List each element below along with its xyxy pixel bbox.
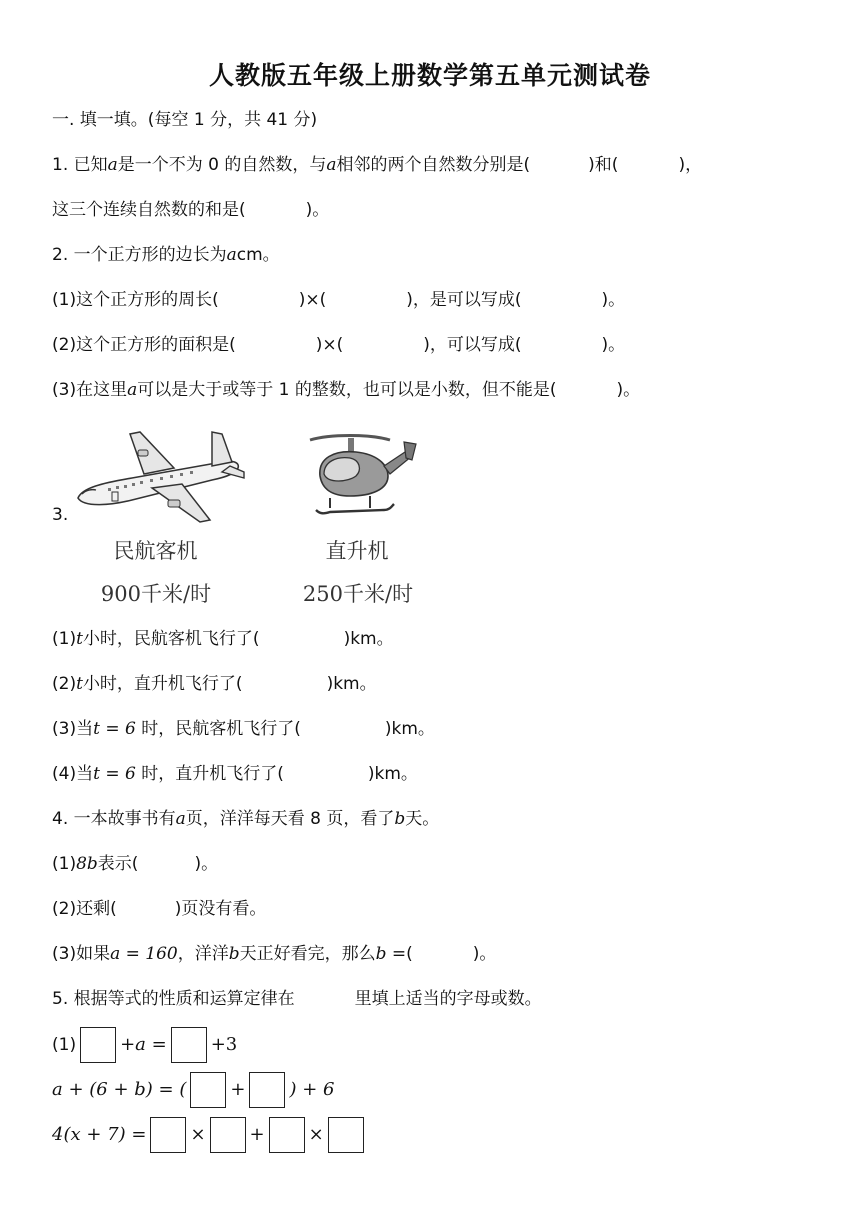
question-4-part-2: (2)还剩( )页没有看。 — [52, 899, 267, 919]
question-2-part-3: (3)在这里a可以是大于或等于 1 的整数，也可以是小数，但不能是( )。 — [52, 380, 641, 400]
question-3-number: 3. — [52, 505, 69, 525]
airliner-speed: 900千米/时 — [100, 582, 212, 606]
question-5-equation-3: 4(x + 7) = × + × — [52, 1115, 368, 1155]
section-heading: 一. 填一填。(每空 1 分，共 41 分) — [52, 110, 318, 130]
question-2-stem: 2. 一个正方形的边长为acm。 — [52, 245, 280, 265]
answer-box[interactable] — [190, 1072, 226, 1108]
airliner-name: 民航客机 — [113, 539, 198, 563]
question-3-part-1: (1)t小时，民航客机飞行了( )km。 — [52, 629, 394, 649]
question-3-part-3: (3)当t = 6 时，民航客机飞行了( )km。 — [52, 719, 435, 739]
answer-box[interactable] — [328, 1117, 364, 1153]
question-5-stem: 5. 根据等式的性质和运算定律在 里填上适当的字母或数。 — [52, 989, 542, 1009]
answer-box[interactable] — [210, 1117, 246, 1153]
page-title: 人教版五年级上册数学第五单元测试卷 — [208, 61, 651, 90]
question-2-part-2: (2)这个正方形的面积是( )×( )，可以写成( )。 — [52, 335, 626, 355]
question-5-equation-1: (1) +a = +3 — [52, 1025, 237, 1065]
answer-box[interactable] — [269, 1117, 305, 1153]
helicopter-speed: 250千米/时 — [302, 582, 414, 606]
helicopter-illustration — [300, 430, 420, 524]
question-5-equation-2: a + (6 + b) = ( + ) + 6 — [52, 1070, 334, 1110]
question-4-part-3: (3)如果a = 160，洋洋b天正好看完，那么b =( )。 — [52, 944, 497, 964]
question-3-part-4: (4)当t = 6 时，直升机飞行了( )km。 — [52, 764, 418, 784]
question-3-part-2: (2)t小时，直升机飞行了( )km。 — [52, 674, 377, 694]
question-2-part-1: (1)这个正方形的周长( )×( )，是可以写成( )。 — [52, 290, 626, 310]
answer-box[interactable] — [171, 1027, 207, 1063]
question-4-part-1: (1)8b表示( )。 — [52, 854, 219, 874]
answer-box[interactable] — [150, 1117, 186, 1153]
question-1-line-2: 这三个连续自然数的和是( )。 — [52, 200, 330, 220]
airliner-illustration — [72, 428, 247, 524]
helicopter-name: 直升机 — [325, 539, 389, 563]
answer-box[interactable] — [249, 1072, 285, 1108]
question-1-line-1: 1. 已知a是一个不为 0 的自然数，与a相邻的两个自然数分别是( )和( )， — [52, 155, 703, 175]
question-4-stem: 4. 一本故事书有a页，洋洋每天看 8 页，看了b天。 — [52, 809, 440, 829]
answer-box[interactable] — [80, 1027, 116, 1063]
